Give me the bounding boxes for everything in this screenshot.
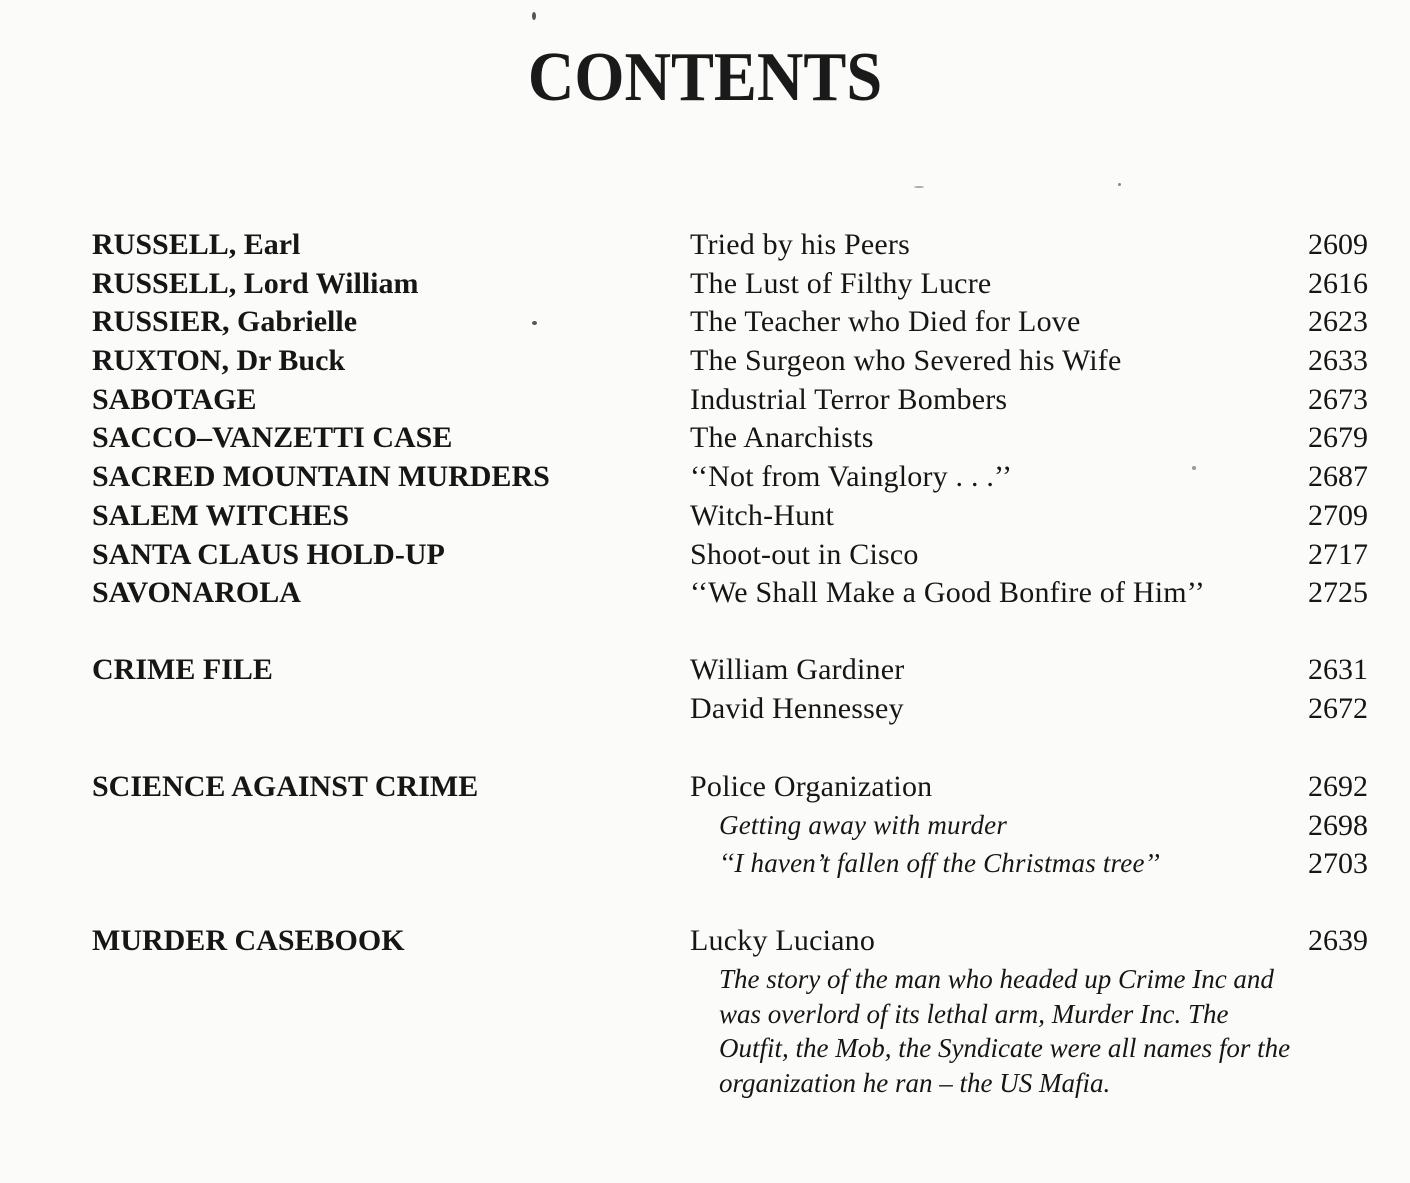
section-subject: MURDER CASEBOOK [92,924,405,957]
entry-title: The Teacher who Died for Love [690,305,1081,338]
entry-subject: RUSSIER, Gabrielle [92,305,358,338]
entry-page-number: 2709 [1308,499,1368,532]
entry-page-number: 2725 [1308,576,1368,609]
entry-page-number: 2717 [1308,538,1368,571]
entry-page-number: 2623 [1308,305,1368,338]
entry-subject: RUSSELL, Earl [92,228,301,261]
scan-speck [914,186,924,188]
contents-entry [0,341,1410,380]
section-subject: CRIME FILE [92,653,273,686]
entry-subject: SALEM WITCHES [92,499,350,532]
contents-entry [0,496,1410,535]
science-section [0,767,1410,806]
entry-subject: SACRED MOUNTAIN MURDERS [92,460,550,493]
entry-subject: SACCO–VANZETTI CASE [92,421,453,454]
entry-page-number: 2679 [1308,421,1368,454]
casebook-description: The story of the man who headed up Crime Inc and was overlord of its lethal arm, Murder Inc. The Outfit, the Mob, the Syndicate were all names for the organization he ran – the US Mafia. [719,964,1291,1098]
entry-title: Lucky Luciano [690,924,876,957]
entry-page-number: 2692 [1308,770,1368,803]
entry-title: The Anarchists [690,421,874,454]
scan-speck [1192,466,1196,470]
science-subentry [0,844,1410,883]
entry-title: Industrial Terror Bombers [690,383,1008,416]
science-subentry [0,806,1410,845]
entry-title: Tried by his Peers [690,228,911,261]
entry-title: Shoot-out in Cisco [690,538,919,571]
crime-file-entry [0,689,1410,728]
entry-title: Police Organization [690,770,933,803]
entry-subject: RUSSELL, Lord William [92,267,419,300]
scan-speck [532,12,536,20]
entry-subject: RUXTON, Dr Buck [92,344,346,377]
entry-title: Witch-Hunt [690,499,835,532]
contents-entry [0,302,1410,341]
entry-page-number: 2631 [1308,653,1368,686]
entry-page-number: 2672 [1308,692,1368,725]
entry-title: ‘‘Not from Vainglory . . .’’ [690,460,1013,493]
entry-page-number: 2698 [1308,809,1368,842]
entry-title: David Hennessey [690,692,904,725]
contents-entry [0,457,1410,496]
entry-subtitle: Getting away with murder [719,810,1008,840]
entry-page-number: 2673 [1308,383,1368,416]
entry-title: William Gardiner [690,653,905,686]
contents-entry [0,264,1410,303]
entry-page-number: 2633 [1308,344,1368,377]
entry-page-number: 2609 [1308,228,1368,261]
contents-entry [0,535,1410,574]
scan-speck [1118,183,1121,186]
entry-page-number: 2703 [1308,847,1368,880]
entry-title: The Surgeon who Severed his Wife [690,344,1122,377]
section-subject: SCIENCE AGAINST CRIME [92,770,479,803]
entry-page-number: 2639 [1308,924,1368,957]
contents-entry [0,573,1410,612]
entry-subject: SANTA CLAUS HOLD-UP [92,538,445,571]
entry-title: ‘‘We Shall Make a Good Bonfire of Him’’ [690,576,1205,609]
entry-page-number: 2687 [1308,460,1368,493]
page-title: CONTENTS [527,39,883,116]
entry-subject: SAVONAROLA [92,576,301,609]
contents-entry [0,225,1410,264]
entry-page-number: 2616 [1308,267,1368,300]
scan-speck [532,321,537,325]
entry-subtitle: ‘‘I haven’t fallen off the Christmas tree’’ [719,848,1161,878]
contents-entry [0,380,1410,419]
entry-subject: SABOTAGE [92,383,257,416]
crime-file-section [0,650,1410,689]
casebook-section [0,921,1410,960]
entry-title: The Lust of Filthy Lucre [690,267,992,300]
contents-entry [0,418,1410,457]
